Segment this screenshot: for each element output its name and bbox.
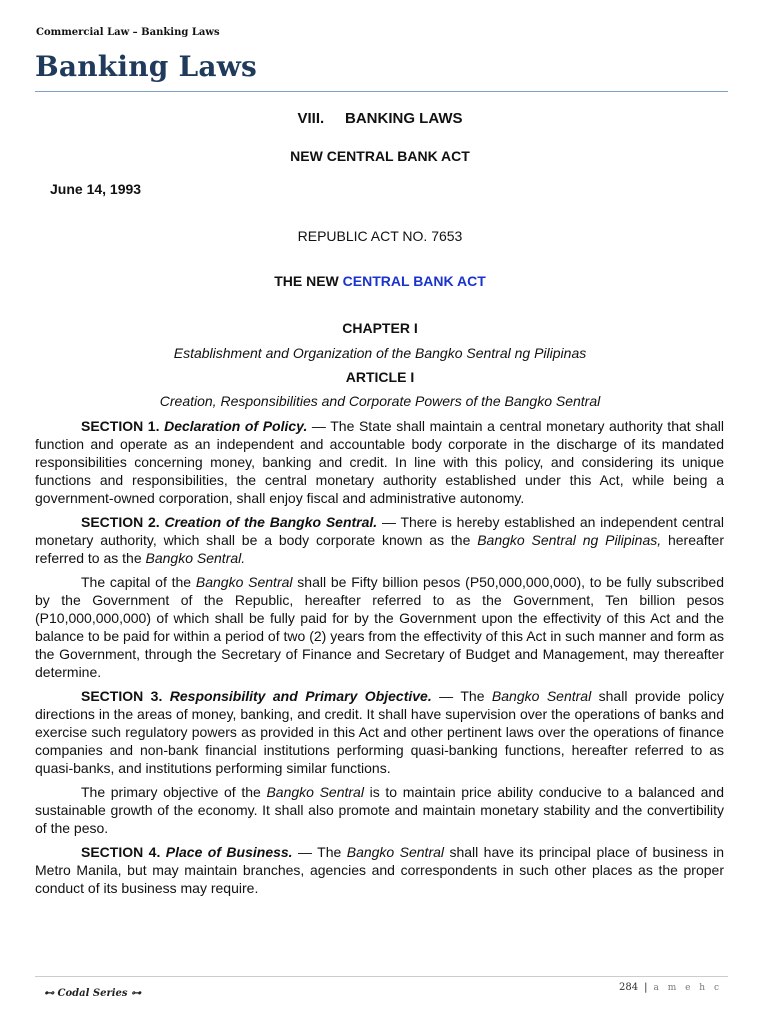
section-1: SECTION 1. Declaration of Policy. — The State shall maintain a central monetary authority that shall function and operate as an independent and accountable body corporate in the discharge of its mandated responsibilities concerning money, banking and credit. In line with this policy, and considering its unique functions and responsibilities, the central monetary authority established under this Act, while being a government-owned corporation, shall enjoy fiscal and administrative autonomy. — [35, 418, 725, 506]
section-4: SECTION 4. Place of Business. — The Bangko Sentral shall have its principal place of business in Metro Manila, but may maintain branches, agencies and correspondents in such other places as the proper conduct of its business may require. — [35, 844, 725, 896]
running-head: Commercial Law – Banking Laws — [36, 27, 220, 38]
title-divider — [35, 91, 728, 92]
footer-divider — [35, 976, 728, 977]
act-title-link[interactable]: CENTRAL BANK ACT — [342, 273, 486, 289]
act-date: June 14, 1993 — [50, 181, 142, 197]
page-title: Banking Laws — [35, 50, 257, 83]
section-3-paragraph-2: The primary objective of the Bangko Sentral is to maintain price ability conducive to a balanced and sustainable growth of the economy. It shall also promote and maintain monetary stability and the convertibility of the peso. — [35, 784, 724, 836]
part-heading: VIII. BANKING LAWS — [297, 110, 463, 127]
page-number: 284 — [619, 982, 639, 993]
section-3: SECTION 3. Responsibility and Primary Objective. — The Bangko Sentral shall provide policy directions in the areas of money, banking, and credit. It shall have supervision over the operations of banks and exercise such regulatory powers as provided in this Act and other pertinent laws over the operations of finance companies and non-bank financial institutions performing quasi-banking functions, hereafter referred to as quasi-banks, and institutions performing similar functions. — [35, 688, 725, 776]
act-heading: NEW CENTRAL BANK ACT — [290, 148, 470, 164]
footer-page-info — [619, 982, 722, 993]
section-2-paragraph-2: The capital of the Bangko Sentral shall be Fifty billion pesos (P50,000,000,000), to be fully subscribed by the Government of the Republic, hereafter referred to as the Government, Ten billion pesos (P10,000,000,000) of which shall be fully paid for by the Government upon the effectivity of this Act and the balance to be paid for within a period of two (2) years from the effectivity of this Act in such manner and form as the Government, through the Secretary of Finance and Secretary of Budget and Management, may thereafter determine. — [35, 574, 725, 680]
chapter-heading: CHAPTER I — [342, 320, 418, 336]
act-title — [35, 273, 725, 289]
chapter-subtitle: Establishment and Organization of the Bangko Sentral ng Pilipinas — [173, 345, 587, 361]
article-heading: ARTICLE I — [345, 369, 415, 385]
article-subtitle: Creation, Responsibilities and Corporate Powers of the Bangko Sentral — [159, 393, 601, 409]
body-text — [35, 417, 724, 903]
act-title-prefix: THE NEW — [274, 273, 343, 289]
footer-separator: | — [644, 982, 648, 993]
footer-initials: a m e h c — [653, 983, 722, 993]
footer-series: ⊷ Codal Series ⊶ — [44, 988, 141, 999]
republic-act-number: REPUBLIC ACT NO. 7653 — [297, 228, 463, 244]
section-2: SECTION 2. Creation of the Bangko Sentral. — There is hereby established an independent central monetary authority, which shall be a body corporate known as the Bangko Sentral ng Pilipinas, hereafter referred to as the Bangko Sentral. — [35, 514, 725, 566]
